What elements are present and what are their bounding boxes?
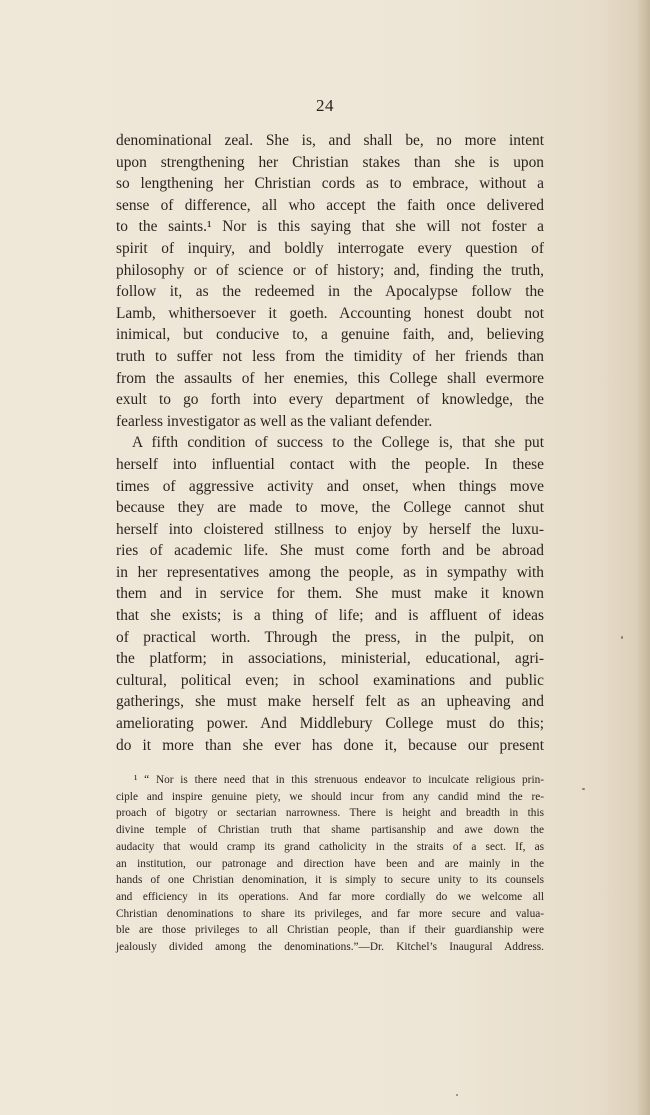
text-line: that she exists; is a thing of life; and is affluent of ideas [116, 607, 544, 625]
text-line: Lamb, whithersoever it goeth. Accounting honest doubt not [116, 304, 544, 322]
text-line: because they are made to move, the College cannot shut [116, 499, 544, 517]
footnote-line: an institution, our patronage and direction have been and are mainly in the [116, 857, 544, 870]
text-line: herself into influential contact with the people. In these [116, 455, 544, 473]
text-line: denominational zeal. She is, and shall be, no more intent [116, 132, 544, 149]
text-line: ries of academic life. She must come forth and be abroad [116, 542, 544, 560]
body-text [116, 130, 544, 756]
text-line: philosophy or of science or of history; and, finding the truth, [116, 261, 544, 279]
text-line: from the assaults of her enemies, this College shall evermore [116, 369, 544, 387]
footnote-line: hands of one Christian denomination, it is simply to secure unity to its counsels [116, 874, 544, 887]
paper-speck [456, 1094, 458, 1096]
text-line: A fifth condition of success to the College is, that she put [132, 434, 544, 452]
page-number: 24 [316, 96, 334, 115]
text-line: so lengthening her Christian cords as to embrace, without a [116, 175, 544, 193]
text-line: times of aggressive activity and onset, when things move [116, 477, 544, 495]
footnote-line: Christian denominations to share its privileges, and far more secure and valua- [116, 907, 544, 920]
text-line: of practical worth. Through the press, in the pulpit, on [116, 628, 544, 646]
footnote-line: ciple and inspire genuine piety, we should incur from any candid mind the re- [116, 790, 544, 803]
text-line: follow it, as the redeemed in the Apocalypse follow the [116, 283, 544, 301]
page-edge-shadow [636, 0, 650, 1115]
text-line: inimical, but conducive to, a genuine faith, and, believing [116, 326, 544, 344]
text-line: herself into cloistered stillness to enjoy by herself the luxu- [116, 520, 544, 538]
text-line: to the saints.¹ Nor is this saying that she will not foster a [116, 218, 544, 236]
text-line: in her representatives among the people, as in sympathy with [116, 563, 544, 581]
paper-speck [582, 788, 585, 790]
footnote-line: ble are those privileges to all Christian people, than if their guardianship were [116, 924, 544, 937]
text-line: upon strengthening her Christian stakes than she is upon [116, 153, 544, 171]
footnote-line: proach of bigotry or sectarian narrowness. There is height and breadth in this [116, 807, 544, 820]
text-line: truth to suffer not less from the timidity of her friends than [116, 347, 544, 365]
footnote-line: jealously divided among the denominations.”—Dr. Kitchel’s Inaugural Address. [116, 941, 544, 954]
text-line: the platform; in associations, ministerial, educational, agri- [116, 650, 544, 668]
text-line: exult to go forth into every department of knowledge, the [116, 391, 544, 409]
footnote-line: ¹ “ Nor is there need that in this strenuous endeavor to inculcate religious prin- [134, 774, 544, 786]
text-line: ameliorating power. And Middlebury College must do this; [116, 715, 544, 733]
footnote-line: and efficiency in its operations. And far more cordially do we welcome all [116, 890, 544, 903]
text-line: sense of difference, all who accept the faith once delivered [116, 196, 544, 214]
footnote-line: audacity that would cramp its grand catholicity in the straits of a sect. If, as [116, 840, 544, 853]
text-line: do it more than she ever has done it, because our present [116, 736, 544, 754]
footnote [116, 772, 544, 956]
text-line: spirit of inquiry, and boldly interrogate every question of [116, 239, 544, 257]
footnote-line: divine temple of Christian truth that shame partisanship and awe down the [116, 824, 544, 837]
paper-speck [621, 636, 623, 639]
text-line: gatherings, she must make herself felt as an upheaving and [116, 693, 544, 711]
text-line: cultural, political even; in school examinations and public [116, 671, 544, 689]
text-line: them and in service for them. She must make it known [116, 585, 544, 603]
text-line: fearless investigator as well as the valiant defender. [116, 412, 433, 430]
